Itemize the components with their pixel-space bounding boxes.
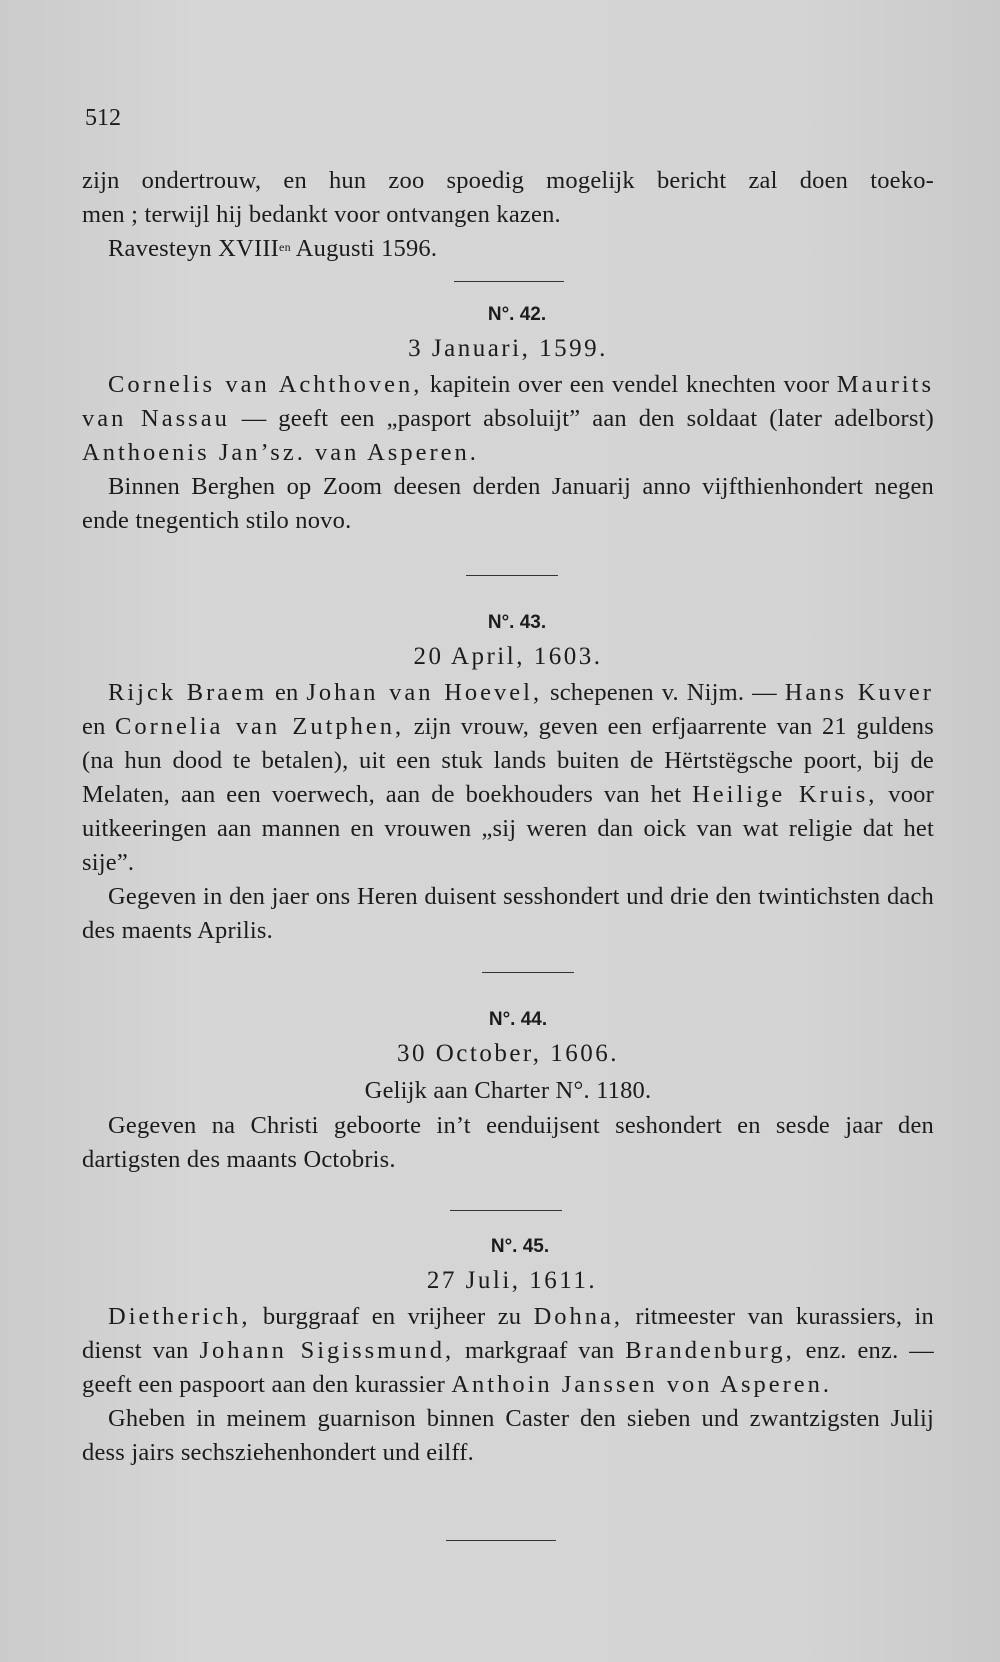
person-name: Cornelia van Zutphen, xyxy=(115,713,405,740)
entry-closing: Binnen Berghen op Zoom deesen derden Januarij anno vijfthienhondert negen ende tnegentich stilo novo. xyxy=(82,473,934,534)
entry-42 xyxy=(82,300,934,538)
intro-line-1: zijn ondertrouw, en hun zoo spoedig mogelijk bericht zal doen toeko- xyxy=(82,167,934,194)
entry-summary xyxy=(82,368,934,470)
person-name: Hans Kuver xyxy=(784,679,934,706)
person-name: Johan van Hoevel, xyxy=(306,679,543,706)
entry-43 xyxy=(82,608,934,948)
entry-number: N°. 42. xyxy=(487,304,547,325)
entry-closing: Gegeven in den jaer ons Heren duisent sesshondert und drie den twintichsten dach des maents Aprilis. xyxy=(82,883,934,944)
page-number: 512 xyxy=(85,105,121,131)
place-name: Heilige Kruis, xyxy=(692,781,878,808)
divider-rule xyxy=(454,281,564,282)
summary-text: schepenen v. Nijm. — xyxy=(542,679,785,706)
entry-date: 3 Januari, 1599. xyxy=(408,335,608,362)
person-name: Cornelis van Achthoven, xyxy=(108,371,423,398)
entry-number: N°. 45. xyxy=(490,1236,550,1257)
entry-number: N°. 43. xyxy=(487,612,547,633)
entry-closing: Gheben in meinem guarnison binnen Caster den sieben und zwantzigsten Julij dess jairs sechsziehenhondert und eilff. xyxy=(82,1405,934,1466)
entry-summary xyxy=(82,676,934,880)
person-name: Anthoin Janssen von Asperen. xyxy=(451,1371,833,1398)
intro-line-2: men ; terwijl hij bedankt voor ontvangen kazen. xyxy=(82,201,561,228)
person-name: Dietherich, xyxy=(108,1303,251,1330)
summary-text: markgraaf van xyxy=(454,1337,626,1364)
entry-closing: Gegeven na Christi geboorte in’t eenduijsent seshondert en sesde jaar den dartigsten des maants Octobris. xyxy=(82,1112,934,1173)
intro-closing xyxy=(82,232,934,266)
summary-text: — geeft een „pasport absoluijt” aan den soldaat (later adelborst) xyxy=(229,405,934,432)
place-name: Dohna, xyxy=(533,1303,624,1330)
person-name: Anthoenis Jan’sz. van Asperen. xyxy=(82,439,479,466)
intro-block xyxy=(82,164,934,266)
entry-date: 30 October, 1606. xyxy=(396,1040,620,1067)
entry-date: 20 April, 1603. xyxy=(413,643,603,670)
divider-rule xyxy=(450,1210,562,1211)
summary-text: ritmeester van kurassiers, in dienst van xyxy=(82,1303,934,1364)
summary-text: burggraaf en vrijheer zu xyxy=(250,1303,534,1330)
divider-rule xyxy=(466,575,558,576)
intro-closing-sup: en xyxy=(279,240,291,254)
summary-text: voor uitkeeringen aan mannen en vrouwen „sij weren dan oick van wat religie dat het sije”. xyxy=(82,781,934,876)
person-name: Johann Sigissmund, xyxy=(199,1337,455,1364)
entry-date: 27 Juli, 1611. xyxy=(426,1267,598,1294)
summary-text: enz. enz. — geeft een paspoort aan den kurassier xyxy=(82,1337,934,1398)
summary-text: kapitein over een vendel knechten voor xyxy=(422,371,837,398)
divider-rule xyxy=(446,1540,556,1541)
entry-45 xyxy=(82,1232,934,1470)
entry-reference: Gelijk aan Charter N°. 1180. xyxy=(364,1077,652,1104)
summary-text: en xyxy=(82,713,116,740)
intro-closing-date: Augusti 1596. xyxy=(290,235,438,262)
summary-text: zijn vrouw, geven een erfjaarrente van 21 guldens (na hun dood te betalen), uit een stuk lands buiten de Hërtstëgsche poort, bij de Melaten, aan een voerwech, aan de boekhouders van het xyxy=(82,713,934,808)
person-name: Rijck Braem xyxy=(108,679,268,706)
entry-44 xyxy=(82,1005,934,1177)
entry-number: N°. 44. xyxy=(488,1009,548,1030)
divider-rule xyxy=(482,972,574,973)
place-name: Brandenburg, xyxy=(625,1337,795,1364)
intro-closing-place: Ravesteyn XVIII xyxy=(108,235,280,262)
summary-text: en xyxy=(267,679,307,706)
person-name: Maurits van Nassau xyxy=(82,371,934,432)
entry-summary xyxy=(82,1300,934,1402)
